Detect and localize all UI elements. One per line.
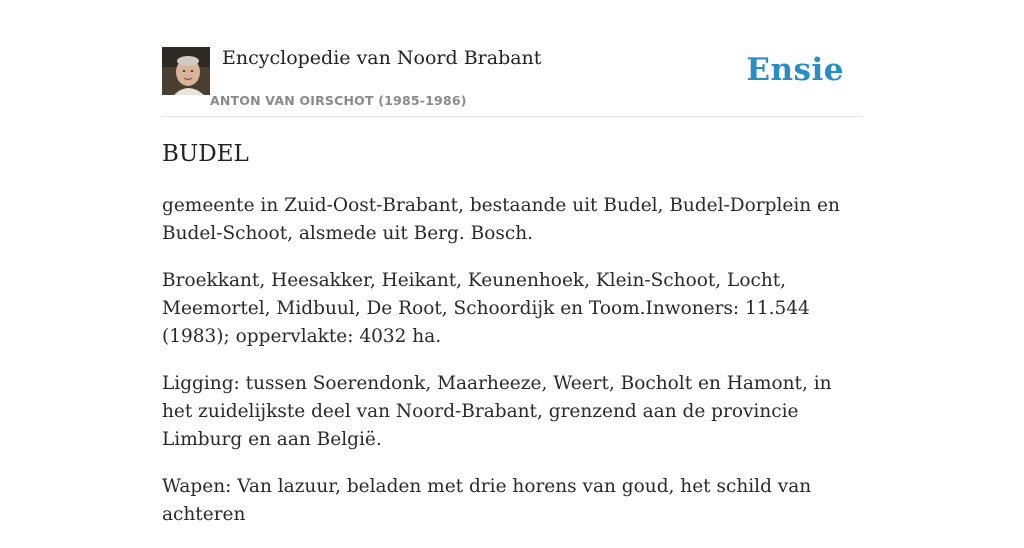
ensie-logo[interactable]: Ensie	[746, 52, 844, 88]
article-paragraph: Ligging: tussen Soerendonk, Maarheeze, Weert, Bocholt en Hamont, in het zuidelijkste deel van Noord-Brabant, grenzend aan de provincie Limburg en aan België.	[162, 373, 832, 450]
article-paragraph: Broekkant, Heesakker, Heikant, Keunenhoek, Klein-Schoot, Locht, Meemortel, Midbuul, De Root, Schoordijk en Toom.Inwoners: 11.544 (1983); oppervlakte: 4032 ha.	[162, 270, 810, 347]
article-paragraph: Wapen: Van lazuur, beladen met drie horens van goud, het schild van achteren	[162, 476, 812, 525]
author-avatar[interactable]	[162, 47, 210, 95]
article-paragraph: gemeente in Zuid-Oost-Brabant, bestaande uit Budel, Budel-Dorplein en Budel-Schoot, alsmede uit Berg. Bosch.	[162, 195, 840, 244]
header	[162, 46, 862, 117]
author-name[interactable]: ANTON VAN OIRSCHOT (1985-1986)	[210, 93, 467, 108]
publication-title[interactable]: Encyclopedie van Noord Brabant	[222, 47, 542, 69]
author-portrait-icon	[162, 47, 210, 95]
article	[162, 138, 862, 548]
article-title: BUDEL	[162, 141, 249, 167]
